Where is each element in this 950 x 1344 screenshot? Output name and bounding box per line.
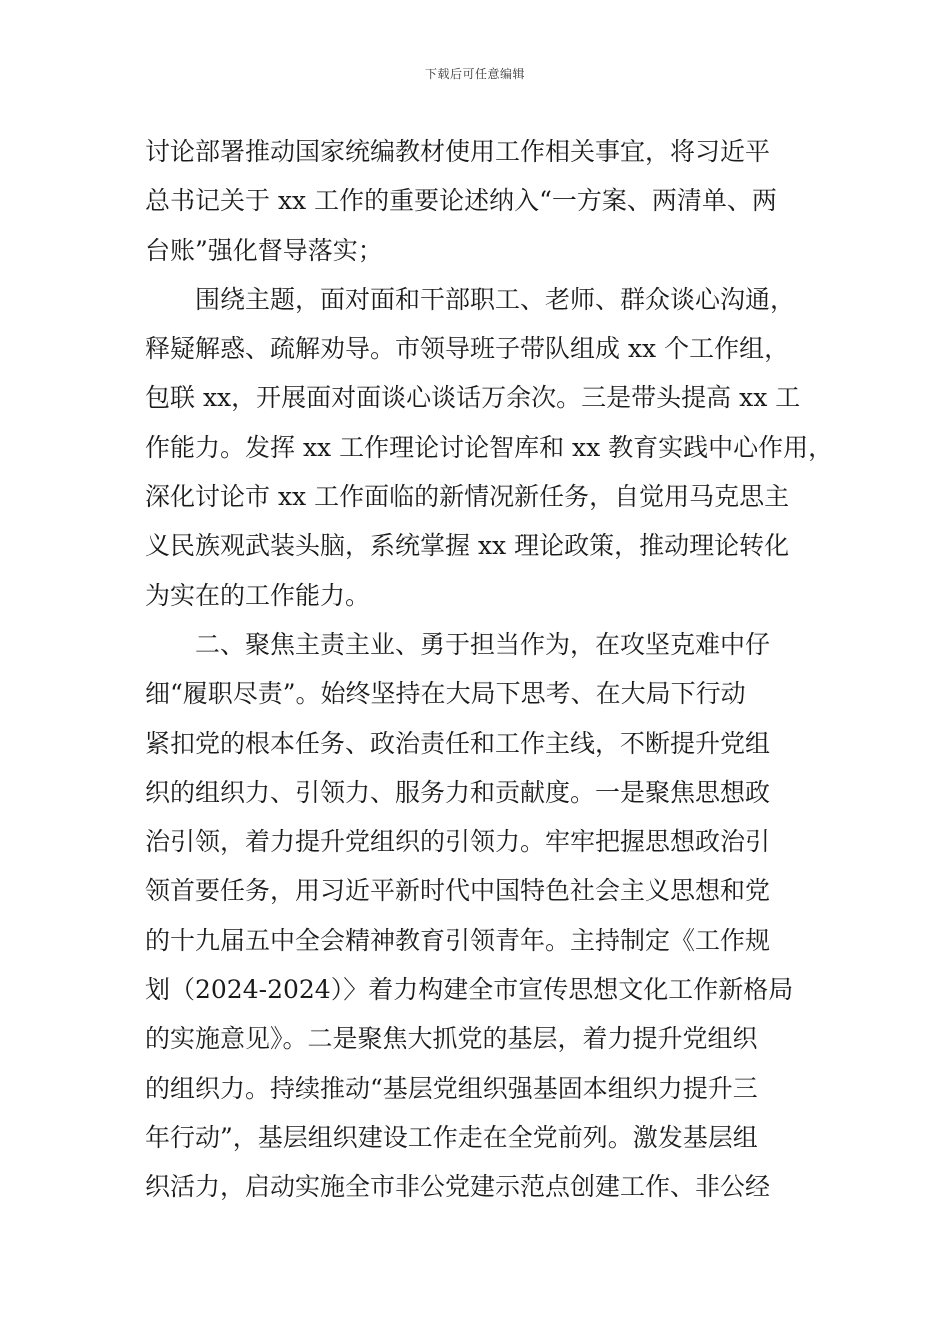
text-line: 的实施意见》。二是聚焦大抓党的基层，着力提升党组织 (145, 1024, 758, 1054)
text-line: 释疑解惑、疏解劝导。市领导班子带队组成 xx 个工作组， (145, 334, 790, 364)
text-line: 台账”强化督导落实； (145, 235, 383, 265)
text-line: 义民族观武装头脑，系统掌握 xx 理论政策，推动理论转化 (145, 531, 790, 561)
text-line: 深化讨论市 xx 工作面临的新情况新任务，自觉用马克思主 (145, 482, 790, 512)
text-line: 二、聚焦主责主业、勇于担当作为，在攻坚克难中仔 (145, 629, 771, 659)
page-header: 下载后可任意编辑 (424, 67, 525, 81)
text-line: 为实在的工作能力。 (145, 580, 371, 610)
text-line: 的十九届五中全会精神教育引领青年。主持制定《工作规 (145, 925, 771, 955)
text-line: 划（2024-2024）〉着力构建全市宣传思想文化工作新格局 (145, 975, 794, 1005)
text-line: 年行动”，基层组织建设工作走在全党前列。激发基层组 (145, 1122, 758, 1152)
text-line: 织的组织力、引领力、服务力和贡献度。一是聚焦思想政 (145, 777, 771, 807)
text-line: 包联 xx，开展面对面谈心谈话万余次。三是带头提高 xx 工 (145, 383, 801, 413)
text-line: 紧扣党的根本任务、政治责任和工作主线，不断提升党组 (145, 728, 771, 758)
body-text (145, 127, 835, 1212)
text-line: 领首要任务，用习近平新时代中国特色社会主义思想和党 (145, 876, 771, 906)
text-line: 织活力，启动实施全市非公党建示范点创建工作、非公经 (145, 1172, 771, 1202)
text-line: 细“履职尽责”。始终坚持在大局下思考、在大局下行动 (145, 679, 746, 709)
text-line: 讨论部署推动国家统编教材使用工作相关事宜，将习近平 (145, 137, 771, 166)
text-line: 总书记关于 xx 工作的重要论述纳入“一方案、两清单、两 (145, 186, 777, 216)
text-line: 围绕主题，面对面和干部职工、老师、群众谈心沟通， (145, 284, 796, 314)
text-line: 的组织力。持续推动“基层党组织强基固本组织力提升三 (145, 1073, 758, 1103)
text-line: 作能力。发挥 xx 工作理论讨论智库和 xx 教育实践中心作用， (145, 432, 834, 462)
text-line: 治引领，着力提升党组织的引领力。牢牢把握思想政治引 (145, 827, 771, 857)
